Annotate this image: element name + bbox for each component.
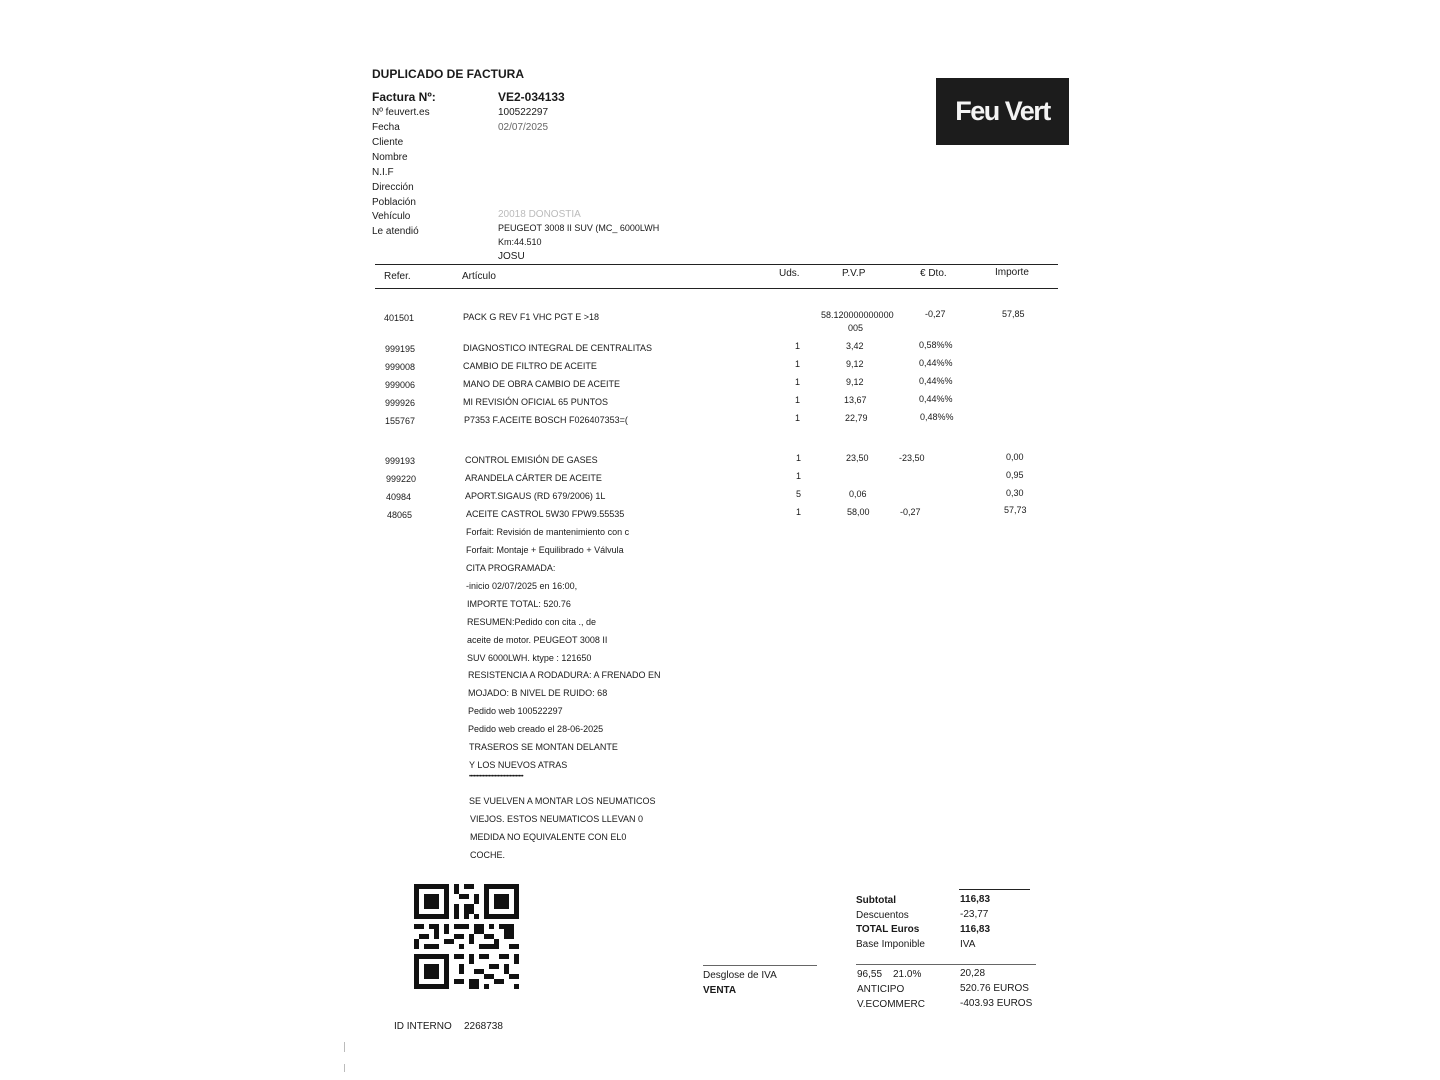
- iva-value: 20,28: [960, 968, 986, 979]
- field-label: Población: [372, 197, 416, 208]
- note-line: IMPORTE TOTAL: 520.76: [467, 599, 571, 609]
- row-ref: 999195: [385, 344, 416, 354]
- logo-text: Feu Vert: [955, 96, 1050, 126]
- row-pvp: 0,06: [849, 489, 867, 499]
- field-label: Vehículo: [372, 211, 411, 222]
- column-header-dto: € Dto.: [920, 268, 947, 279]
- anticipo-label: ANTICIPO: [857, 984, 905, 995]
- row-pvp: 9,12: [846, 359, 864, 369]
- row-article: PACK G REV F1 VHC PGT E >18: [463, 312, 599, 322]
- row-dto: -23,50: [899, 453, 925, 463]
- base-imponible-label: Base Imponible: [856, 939, 925, 950]
- row-article: ACEITE CASTROL 5W30 FPW9.55535: [466, 509, 625, 519]
- field-value: 02/07/2025: [498, 122, 549, 133]
- row-pvp: 58.120000000000: [821, 310, 894, 320]
- field-label: Nº feuvert.es: [372, 107, 430, 118]
- row-article: MANO DE OBRA CAMBIO DE ACEITE: [463, 379, 621, 389]
- row-article: ARANDELA CÁRTER DE ACEITE: [465, 473, 602, 483]
- field-label: Nombre: [372, 152, 408, 163]
- row-pvp: 9,12: [846, 377, 864, 387]
- note-line: aceite de motor. PEUGEOT 3008 II: [467, 635, 608, 645]
- field-label: Le atendió: [372, 226, 419, 237]
- row-uds: 1: [795, 395, 801, 405]
- note-line: -inicio 02/07/2025 en 16:00,: [466, 581, 578, 591]
- row-ref: 155767: [385, 416, 416, 426]
- row-pvp: 13,67: [844, 395, 867, 405]
- column-header-pvp: P.V.P: [842, 268, 866, 279]
- subtotal-value: 116,83: [960, 894, 991, 905]
- field-value: 20018 DONOSTIA: [498, 209, 581, 220]
- total-value: 116,83: [960, 924, 991, 935]
- venta-label: VENTA: [703, 985, 737, 996]
- note-line: Pedido web 100522297: [468, 706, 563, 716]
- row-ref: 999006: [385, 380, 416, 390]
- row-pvp-continued: 005: [848, 323, 864, 333]
- row-ref: 401501: [384, 313, 415, 323]
- subtotal-label: Subtotal: [856, 895, 896, 906]
- row-uds: 1: [796, 453, 802, 463]
- row-dto: 0,44%%: [919, 376, 953, 386]
- note-line: RESISTENCIA A RODADURA: A FRENADO EN: [468, 670, 661, 680]
- row-ref: 999008: [385, 362, 416, 372]
- row-pvp: 22,79: [845, 413, 868, 423]
- row-ref: 48065: [387, 510, 413, 520]
- column-header-refer: Refer.: [384, 271, 411, 282]
- note-line: Forfait: Revisión de mantenimiento con c: [466, 527, 630, 537]
- column-header-articulo: Artículo: [462, 271, 496, 282]
- note-line: SE VUELVEN A MONTAR LOS NEUMATICOS: [469, 796, 656, 806]
- row-importe: 0,30: [1006, 488, 1024, 498]
- field-label: Fecha: [372, 122, 400, 133]
- row-article: DIAGNOSTICO INTEGRAL DE CENTRALITAS: [463, 343, 653, 353]
- column-header-importe: Importe: [995, 267, 1029, 278]
- row-uds: 1: [795, 413, 801, 423]
- totals-rule: [959, 889, 1030, 890]
- row-article: MI REVISIÓN OFICIAL 65 PUNTOS: [463, 397, 609, 407]
- field-label: Cliente: [372, 137, 404, 148]
- note-line: MOJADO: B NIVEL DE RUIDO: 68: [468, 688, 608, 698]
- row-dto: 0,44%%: [919, 358, 953, 368]
- descuentos-value: -23,77: [960, 909, 989, 920]
- vecommerc-label: V.ECOMMERC: [857, 999, 925, 1010]
- attendant-name: JOSU: [498, 251, 525, 262]
- row-dto: -0,27: [925, 309, 946, 319]
- base-value: 96,55: [857, 969, 883, 980]
- scan-mark: [344, 1064, 345, 1072]
- iva-rule: [856, 964, 1036, 965]
- row-pvp: 23,50: [846, 453, 869, 463]
- field-label-factura: Factura Nº:: [372, 90, 436, 104]
- row-dto: 0,58%%: [919, 340, 953, 350]
- row-dto: 0,48%%: [920, 412, 954, 422]
- note-line: CITA PROGRAMADA:: [466, 563, 556, 573]
- row-uds: 1: [796, 471, 802, 481]
- row-dto: 0,44%%: [919, 394, 953, 404]
- row-article: CAMBIO DE FILTRO DE ACEITE: [463, 361, 597, 371]
- column-header-uds: Uds.: [779, 268, 800, 279]
- row-importe: 57,73: [1004, 505, 1027, 515]
- field-value: Km:44.510: [498, 237, 542, 247]
- field-label: N.I.F: [372, 167, 394, 178]
- row-ref: 999220: [386, 474, 417, 484]
- note-line: VIEJOS. ESTOS NEUMATICOS LLEVAN 0: [470, 814, 644, 824]
- field-value-factura: VE2-034133: [498, 90, 565, 104]
- table-header-rule: [375, 288, 1058, 289]
- note-line: Pedido web creado el 28-06-2025: [468, 724, 604, 734]
- row-ref: 999193: [385, 456, 416, 466]
- scan-mark: [344, 1042, 345, 1052]
- internal-id-value: 2268738: [464, 1021, 503, 1032]
- row-uds: 1: [795, 341, 801, 351]
- feu-vert-logo: [936, 78, 1069, 145]
- document-title: DUPLICADO DE FACTURA: [372, 67, 524, 81]
- total-label: TOTAL Euros: [856, 924, 920, 935]
- row-pvp: 58,00: [847, 507, 870, 517]
- row-uds: 1: [795, 359, 801, 369]
- row-dto: -0,27: [900, 507, 921, 517]
- iva-rate: 21.0%: [893, 969, 922, 980]
- anticipo-value: 520.76 EUROS: [960, 983, 1029, 994]
- row-uds: 5: [796, 489, 802, 499]
- iva-label: IVA: [960, 939, 976, 950]
- row-uds: 1: [796, 507, 802, 517]
- row-importe: 0,95: [1006, 470, 1024, 480]
- note-line: TRASEROS SE MONTAN DELANTE: [469, 742, 618, 752]
- note-separator: ••••••••••••••••••••••••••••••••••••: [469, 774, 524, 780]
- note-line: SUV 6000LWH. ktype : 121650: [467, 653, 592, 663]
- note-line: MEDIDA NO EQUIVALENTE CON EL0: [470, 832, 627, 842]
- row-article: CONTROL EMISIÓN DE GASES: [465, 455, 598, 465]
- desglose-label: Desglose de IVA: [703, 970, 777, 981]
- table-top-rule: [375, 264, 1058, 265]
- row-article: APORT.SIGAUS (RD 679/2006) 1L: [465, 491, 606, 501]
- qr-code: [414, 884, 519, 989]
- row-uds: 1: [795, 377, 801, 387]
- internal-id-label: ID INTERNO: [394, 1021, 452, 1032]
- row-ref: 40984: [386, 492, 412, 502]
- field-value: 100522297: [498, 107, 549, 118]
- note-line: RESUMEN:Pedido con cita ., de: [467, 617, 597, 627]
- row-article: P7353 F.ACEITE BOSCH F026407353=(: [464, 415, 628, 425]
- row-pvp: 3,42: [846, 341, 864, 351]
- field-value: PEUGEOT 3008 II SUV (MC_ 6000LWH: [498, 223, 660, 233]
- descuentos-label: Descuentos: [856, 910, 909, 921]
- note-line: COCHE.: [470, 850, 506, 860]
- row-importe: 57,85: [1002, 309, 1025, 319]
- note-line: Y LOS NUEVOS ATRAS: [469, 760, 568, 770]
- row-ref: 999926: [385, 398, 416, 408]
- note-line: Forfait: Montaje + Equilibrado + Válvula: [466, 545, 624, 555]
- vecommerc-value: -403.93 EUROS: [960, 998, 1033, 1009]
- desglose-rule: [703, 965, 817, 966]
- row-importe: 0,00: [1006, 452, 1024, 462]
- field-label: Dirección: [372, 182, 414, 193]
